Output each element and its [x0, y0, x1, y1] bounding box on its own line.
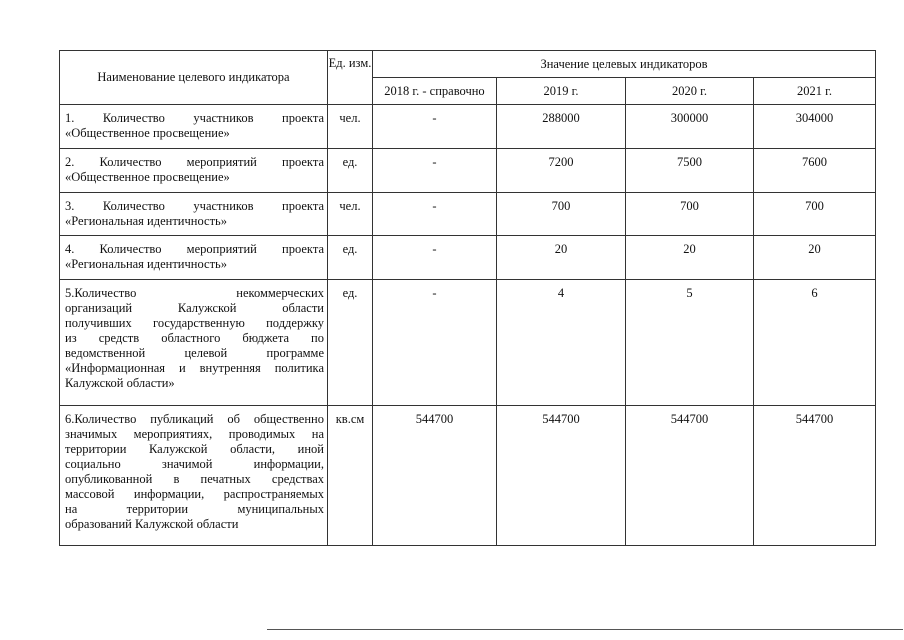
value-2018: - [373, 105, 497, 149]
value-2019: 288000 [497, 105, 626, 149]
indicator-name: 4. Количество мероприятий проекта «Региональная идентичность» [60, 236, 328, 280]
value-2020: 20 [626, 236, 754, 280]
value-2020: 7500 [626, 149, 754, 193]
indicator-name: 2. Количество мероприятий проекта «Общественное просвещение» [60, 149, 328, 193]
value-2020: 5 [626, 280, 754, 406]
indicator-unit: ед. [328, 149, 373, 193]
header-year-2018: 2018 г. - справочно [373, 78, 497, 105]
indicator-unit: чел. [328, 105, 373, 149]
value-2020: 700 [626, 193, 754, 236]
value-2018: - [373, 193, 497, 236]
table-row [60, 236, 876, 280]
value-2020: 544700 [626, 406, 754, 546]
value-2018: - [373, 280, 497, 406]
value-2019: 20 [497, 236, 626, 280]
value-2021: 304000 [754, 105, 876, 149]
indicator-unit: ед. [328, 280, 373, 406]
header-row-1 [60, 51, 876, 78]
indicator-name: 3. Количество участников проекта «Региональная идентичность» [60, 193, 328, 236]
header-indicator-name: Наименование целевого индикатора [60, 51, 328, 105]
header-values-group: Значение целевых индикаторов [373, 51, 876, 78]
value-2021: 700 [754, 193, 876, 236]
value-2021: 6 [754, 280, 876, 406]
header-year-2020: 2020 г. [626, 78, 754, 105]
indicators-table [59, 50, 876, 546]
value-2021: 544700 [754, 406, 876, 546]
header-year-2021: 2021 г. [754, 78, 876, 105]
header-year-2019: 2019 г. [497, 78, 626, 105]
value-2021: 7600 [754, 149, 876, 193]
value-2018: 544700 [373, 406, 497, 546]
table-row [60, 149, 876, 193]
indicator-name: 5.Количество некоммерческих организаций Калужской области получивших государственную поддержку из средств областного бюджета по ведомственной целевой программе «Информационная и внутренняя политика Калужской области» [60, 280, 328, 406]
header-unit: Ед. изм. [328, 51, 373, 105]
indicator-unit: ед. [328, 236, 373, 280]
table-row [60, 406, 876, 546]
indicator-unit: чел. [328, 193, 373, 236]
value-2020: 300000 [626, 105, 754, 149]
value-2021: 20 [754, 236, 876, 280]
table-row [60, 280, 876, 406]
value-2019: 4 [497, 280, 626, 406]
value-2019: 544700 [497, 406, 626, 546]
value-2019: 7200 [497, 149, 626, 193]
value-2019: 700 [497, 193, 626, 236]
bottom-divider [267, 629, 903, 630]
indicator-name: 6.Количество публикаций об общественно значимых мероприятиях, проводимых на территории Калужской области, иной социально значимой информации, опубликованной в печатных средствах массовой информации, распространяемых на территории муниципальных образований Калужской области [60, 406, 328, 546]
indicator-name: 1. Количество участников проекта «Общественное просвещение» [60, 105, 328, 149]
value-2018: - [373, 149, 497, 193]
table-row [60, 193, 876, 236]
indicator-unit: кв.см [328, 406, 373, 546]
value-2018: - [373, 236, 497, 280]
table-row [60, 105, 876, 149]
